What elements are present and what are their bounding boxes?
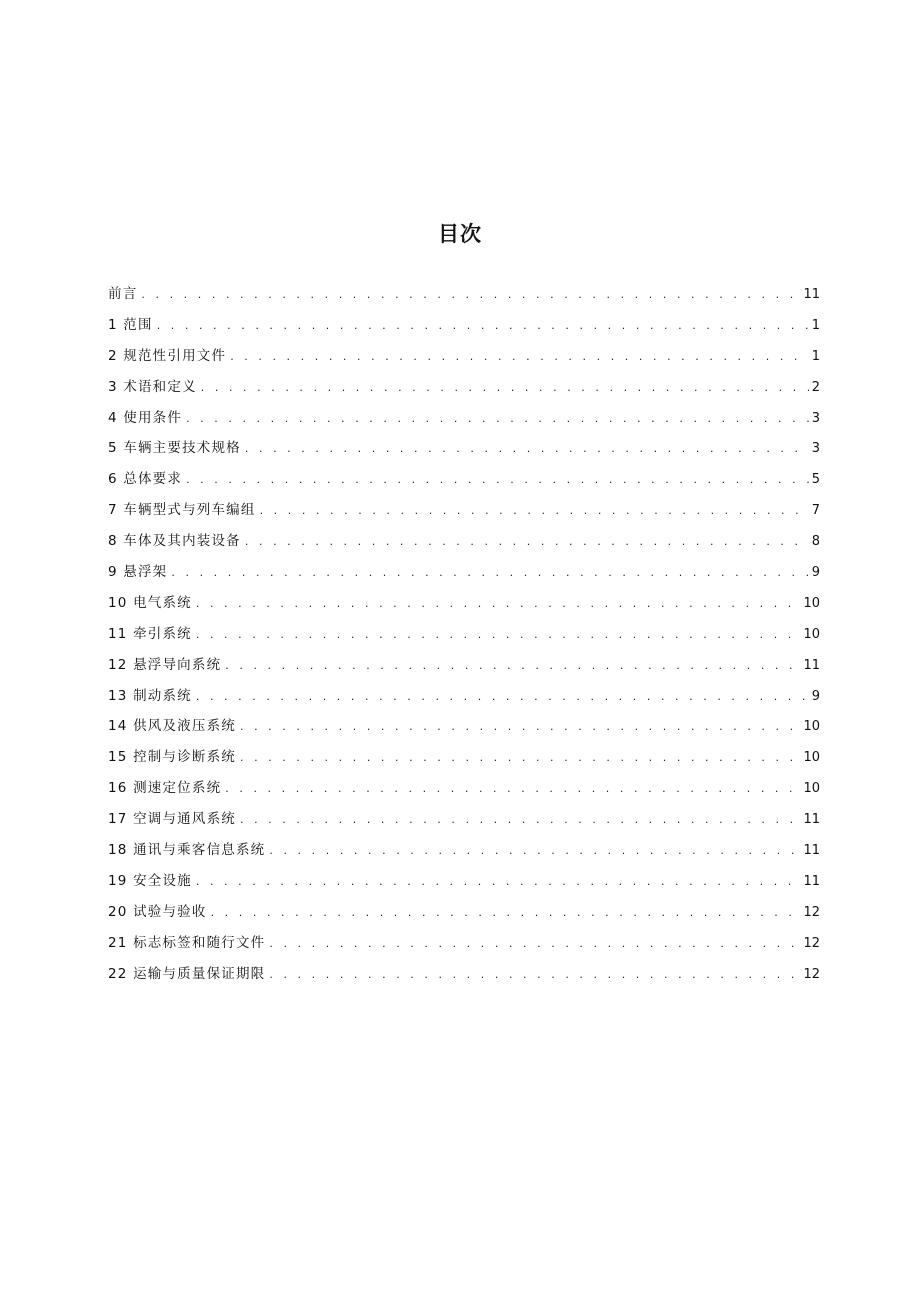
toc-entry-label: 1 范围 — [108, 316, 153, 333]
toc-entry-page: 10 — [803, 626, 820, 642]
toc-entry-label: 10 电气系统 — [108, 594, 192, 611]
toc-entry-label: 12 悬浮导向系统 — [108, 656, 222, 673]
toc-entry-label: 前言 — [108, 286, 138, 302]
toc-entry-19[interactable] — [108, 868, 820, 899]
toc-entry-21[interactable] — [108, 930, 820, 961]
toc-entry-18[interactable] — [108, 837, 820, 868]
toc-dot-leader — [201, 375, 809, 401]
toc-dot-leader — [240, 807, 800, 833]
toc-entry-label: 17 空调与通风系统 — [108, 811, 236, 828]
toc-entry-label: 22 运输与质量保证期限 — [108, 965, 266, 982]
toc-dot-leader — [225, 776, 800, 802]
toc-entry-page: 9 — [811, 688, 820, 704]
toc-entry-page: 11 — [803, 843, 820, 859]
toc-entry-label: 9 悬浮架 — [108, 564, 168, 581]
toc-entry-page: 11 — [803, 873, 820, 889]
toc-entry-5[interactable] — [108, 435, 820, 466]
toc-entry-label: 20 试验与验收 — [108, 903, 207, 920]
toc-entry-label: 21 标志标签和随行文件 — [108, 934, 266, 951]
toc-entry-13[interactable] — [108, 683, 820, 714]
toc-entry-10[interactable] — [108, 590, 820, 621]
toc-entry-page: 11 — [803, 812, 820, 828]
toc-entry-page: 11 — [803, 657, 820, 673]
toc-dot-leader — [269, 962, 800, 988]
toc-entry-label: 8 车体及其内装设备 — [108, 533, 241, 550]
toc-dot-leader — [196, 869, 801, 895]
toc-entry-label: 7 车辆型式与列车编组 — [108, 502, 256, 519]
toc-entry-3[interactable] — [108, 374, 820, 405]
toc-dot-leader — [260, 498, 809, 524]
toc-dot-leader — [269, 931, 800, 957]
toc-dot-leader — [240, 745, 800, 771]
toc-entry-2[interactable] — [108, 343, 820, 374]
toc-entry-label: 15 控制与诊断系统 — [108, 749, 236, 766]
toc-dot-leader — [171, 560, 808, 586]
toc-entry-label: 13 制动系统 — [108, 687, 192, 704]
toc-entry-page: 10 — [803, 750, 820, 766]
toc-entry-page: 2 — [811, 379, 820, 395]
toc-entry-label: 19 安全设施 — [108, 872, 192, 889]
toc-dot-leader — [245, 529, 809, 555]
toc-dot-leader — [157, 313, 809, 339]
toc-entry-label: 18 通讯与乘客信息系统 — [108, 842, 266, 859]
toc-entry-17[interactable] — [108, 806, 820, 837]
toc-dot-leader — [211, 900, 801, 926]
toc-dot-leader — [196, 684, 809, 710]
toc-entry-page: 1 — [811, 317, 820, 333]
toc-dot-leader — [245, 436, 809, 462]
toc-dot-leader — [186, 406, 809, 432]
toc-entry-7[interactable] — [108, 497, 820, 528]
toc-entry-15[interactable] — [108, 744, 820, 775]
toc-entry-22[interactable] — [108, 961, 820, 992]
table-of-contents — [108, 281, 820, 991]
toc-entry-14[interactable] — [108, 713, 820, 744]
toc-dot-leader — [196, 591, 801, 617]
toc-entry-page: 10 — [803, 719, 820, 735]
toc-entry-page: 9 — [811, 565, 820, 581]
toc-entry-page: 3 — [811, 441, 820, 457]
toc-entry-label: 3 术语和定义 — [108, 378, 197, 395]
toc-entry-20[interactable] — [108, 899, 820, 930]
toc-entry-1[interactable] — [108, 312, 820, 343]
toc-entry-6[interactable] — [108, 466, 820, 497]
toc-dot-leader — [230, 344, 809, 370]
toc-entry-foreword[interactable] — [108, 281, 820, 312]
page-title: 目次 — [438, 222, 482, 247]
toc-entry-page: 1 — [811, 348, 820, 364]
toc-entry-8[interactable] — [108, 528, 820, 559]
toc-dot-leader — [141, 282, 800, 308]
toc-dot-leader — [269, 838, 800, 864]
toc-entry-label: 6 总体要求 — [108, 471, 183, 488]
toc-dot-leader — [240, 714, 800, 740]
toc-entry-page: 10 — [803, 781, 820, 797]
toc-entry-page: 11 — [803, 287, 820, 302]
toc-entry-label: 5 车辆主要技术规格 — [108, 440, 241, 457]
toc-entry-page: 5 — [811, 472, 820, 488]
toc-dot-leader — [196, 622, 801, 648]
toc-dot-leader — [186, 467, 809, 493]
toc-entry-page: 12 — [803, 966, 820, 982]
toc-entry-9[interactable] — [108, 559, 820, 590]
toc-entry-page: 12 — [803, 904, 820, 920]
toc-entry-page: 10 — [803, 595, 820, 611]
toc-entry-page: 12 — [803, 935, 820, 951]
toc-entry-label: 14 供风及液压系统 — [108, 718, 236, 735]
toc-entry-label: 4 使用条件 — [108, 409, 183, 426]
toc-entry-11[interactable] — [108, 621, 820, 652]
toc-entry-label: 16 测速定位系统 — [108, 780, 222, 797]
toc-entry-12[interactable] — [108, 652, 820, 683]
toc-entry-page: 7 — [811, 503, 820, 519]
toc-entry-page: 8 — [811, 534, 820, 550]
toc-entry-label: 11 牵引系统 — [108, 625, 192, 642]
toc-entry-label: 2 规范性引用文件 — [108, 347, 227, 364]
toc-entry-page: 3 — [811, 410, 820, 426]
toc-entry-4[interactable] — [108, 405, 820, 436]
toc-dot-leader — [225, 653, 800, 679]
toc-entry-16[interactable] — [108, 775, 820, 806]
